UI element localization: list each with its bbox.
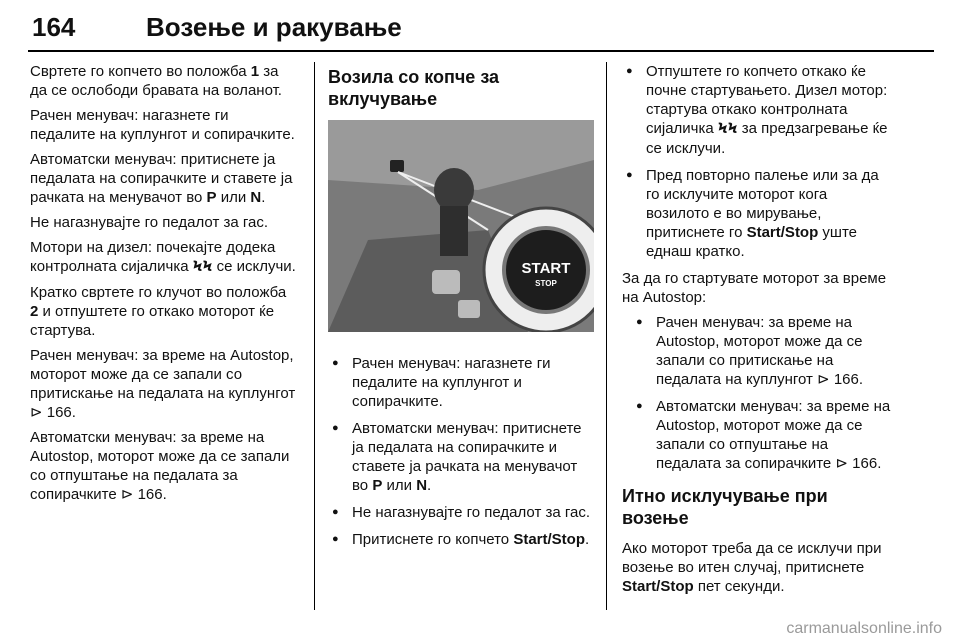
page-header bbox=[28, 0, 934, 52]
page-reference-icon: ⊳ bbox=[817, 371, 830, 388]
paragraph: Не нагазнувајте го педалот за гас. bbox=[30, 214, 269, 231]
list-item: ● Пред повторно палење или за да го исклучите моторот кога возилото е во мирување, притиснете го Start/Stop уште еднаш кратко. bbox=[622, 166, 892, 261]
page-reference-icon: ⊳ bbox=[835, 455, 849, 472]
stop-label: STOP bbox=[535, 279, 557, 288]
section-heading: Возила со копче за вклучување bbox=[328, 67, 500, 109]
emphasis: Start/Stop bbox=[622, 578, 694, 595]
emergency-heading: Итно исклучување при возење bbox=[622, 486, 828, 528]
column-left bbox=[30, 62, 298, 510]
autostop-intro: За да го стартувате моторот за време на Autostop: bbox=[622, 270, 887, 306]
paragraph: Мотори на дизел: почекајте додека контролната сијаличка ϞϞ се исклучи. bbox=[30, 239, 296, 275]
start-stop-photo bbox=[328, 120, 594, 332]
column-middle bbox=[328, 66, 594, 557]
emphasis: N bbox=[250, 189, 262, 206]
emphasis: Start/Stop bbox=[746, 224, 819, 241]
emphasis: P bbox=[206, 189, 217, 206]
right-bullet-list bbox=[622, 62, 892, 261]
paragraph: Рачен менувач: за време на Autostop, моторот може да се запали со притискање на педалата на куплунгот ⊳ 166. bbox=[30, 347, 296, 421]
dashboard-illustration bbox=[328, 120, 594, 332]
start-label: START bbox=[521, 260, 571, 277]
page-number: 164 bbox=[32, 12, 76, 42]
paragraph: Кратко свртете го клучот во положба 2 и отпуштете го откако моторот ќе стартува. bbox=[30, 284, 287, 339]
list-item: ● Автоматски менувач: за време на Autostop, моторот може да се запали со отпуштање на педалата за сопирачките ⊳ 166. bbox=[632, 397, 892, 473]
watermark-footer: carmanualsonline.info bbox=[786, 620, 942, 637]
list-item: ● Автоматски менувач: притиснете ја педалата на сопирачките и ставете ја рачката на менувачот во P или N. bbox=[328, 419, 594, 495]
list-item: ● Притиснете го копчето Start/Stop. bbox=[328, 530, 594, 549]
column-divider bbox=[314, 62, 315, 610]
column-divider bbox=[606, 62, 607, 610]
emphasis: 2 bbox=[30, 303, 39, 320]
autostop-bullet-list bbox=[622, 313, 892, 473]
page-reference-icon: ⊳ bbox=[30, 404, 43, 421]
list-item: ● Рачен менувач: за време на Autostop, моторот може да се запали со притискање на педалата на куплунгот ⊳ 166. bbox=[632, 313, 892, 389]
paragraph: Автоматски менувач: за време на Autostop, моторот може да се запали со отпуштање на педалата за сопирачките ⊳ 166. bbox=[30, 429, 290, 503]
column-right bbox=[622, 62, 892, 602]
emphasis: Start/Stop bbox=[513, 531, 585, 548]
list-item: ● Отпуштете го копчето откако ќе почне стартувањето. Дизел мотор: стартува откако контролната сијаличка ϞϞ за предзагревање ќе се исклучи. bbox=[622, 62, 892, 158]
list-item: ● Не нагазнувајте го педалот за гас. bbox=[328, 503, 594, 522]
preheat-coil-icon: ϞϞ bbox=[717, 121, 738, 137]
preheat-coil-icon: ϞϞ bbox=[192, 259, 213, 275]
emergency-paragraph: Ако моторот треба да се исклучи при возење во итен случај, притиснете Start/Stop пет секунди. bbox=[622, 540, 882, 595]
list-item: ● Рачен менувач: нагазнете ги педалите на куплунгот и сопирачките. bbox=[328, 354, 594, 411]
emphasis: 1 bbox=[250, 63, 260, 80]
paragraph: Рачен менувач: нагазнете ги педалите на куплунгот и сопирачките. bbox=[30, 107, 295, 143]
middle-bullet-list bbox=[328, 354, 594, 549]
emphasis: P bbox=[372, 477, 383, 494]
paragraph: Автоматски менувач: притиснете ја педалата на сопирачките и ставете ја рачката на менувачот во P или N. bbox=[30, 151, 293, 206]
chapter-title: Возење и ракување bbox=[146, 12, 402, 42]
page-reference-icon: ⊳ bbox=[120, 486, 134, 503]
paragraph: Свртете го копчето во положба 1 за да се ослободи бравата на воланот. bbox=[30, 63, 282, 99]
emphasis: N bbox=[416, 477, 428, 494]
left-paragraphs bbox=[30, 62, 298, 504]
